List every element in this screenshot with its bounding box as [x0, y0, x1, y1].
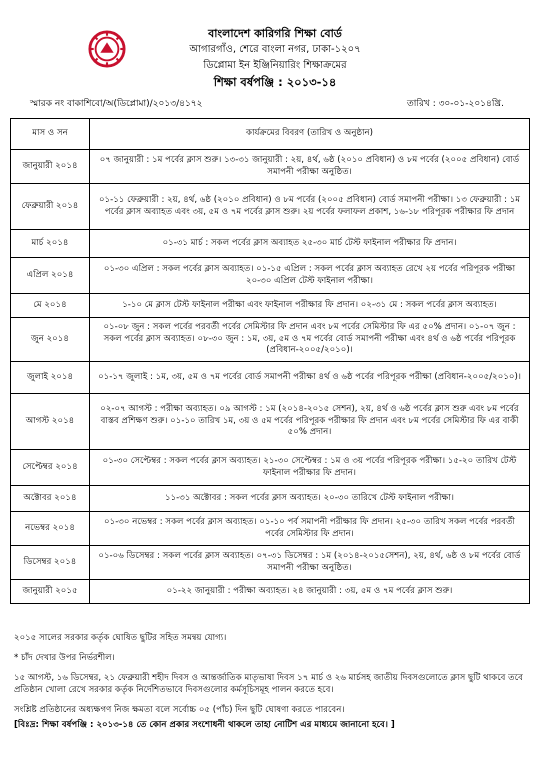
- col-desc-header: কার্যক্রমের বিবরণ (তারিখ ও অনুষ্ঠান): [90, 119, 530, 150]
- notes-section: [14, 632, 530, 739]
- row-desc: ১-১০ মে ক্লাস টেস্ট ফাইনাল পরীক্ষা এবং ফাইনাল পরীক্ষার ফি প্রদান। ০২-৩১ মে : সকল পর্বের ক্লাস অব্যাহত।: [90, 294, 530, 318]
- table-row: [11, 318, 530, 362]
- document-header: [0, 0, 540, 110]
- row-desc: ০১-৩০ সেপ্টেম্বর : সকল পর্বের ক্লাস অব্যাহত। ২১-৩০ সেপ্টেম্বর : ১ম ও ৩য় পর্বের পরিপূরক পরীক্ষা। ১৫-২০ তারিখ টেস্ট ফাইনাল পরীক্ষার ফি প্রদান।: [90, 450, 530, 486]
- table-row: [11, 546, 530, 580]
- row-month: জুলাই ২০১৪: [11, 362, 90, 394]
- row-month: অক্টোবর ২০১৪: [11, 486, 90, 512]
- row-month: মে ২০১৪: [11, 294, 90, 318]
- table-row: [11, 486, 530, 512]
- row-month: আগস্ট ২০১৪: [11, 394, 90, 450]
- note-moon-sighting: * চাঁদ দেখার উপর নির্ভরশীল।: [14, 653, 115, 663]
- row-desc: ০৭ জানুয়ারী : ১ম পর্বের ক্লাস শুরু। ১৩-৩১ জানুয়ারী : ২য়, ৪র্থ, ৬ষ্ঠ (২০১০ প্রবিধান) ও ৮ম পর্বের (২০০৫ প্রবিধান) বোর্ড সমাপনী পরীক্ষা অনুষ্ঠিত।: [90, 150, 530, 184]
- row-desc: ০১-৩০ নভেম্বর : সকল পর্বের ক্লাস অব্যাহত। ০১-১০ পর্ব সমাপনী পরীক্ষার ফি প্রদান। ২৫-৩০ তারিখ সকল পর্বের পরবর্তী পর্বের সেমিস্টার ফি প্রদান।: [90, 512, 530, 546]
- table-row: [11, 512, 530, 546]
- row-month: নভেম্বর ২০১৪: [11, 512, 90, 546]
- table-row: [11, 394, 530, 450]
- row-desc: ০১-০৮ জুন : সকল পর্বের পরবর্তী পর্বের সেমিস্টার ফি প্রদান এবং ৮ম পর্বের সেমিস্টার ফি এর ৫০% প্রদান। ০১-০৭ জুন : সকল পর্বের ক্লাস অব্যাহত। ০৮-৩০ জুন : ১ম, ৩য়, ৫ম ও ৭ম পর্বের বোর্ড সমাপনী পরীক্ষা এবং ৪র্থ ও ৬ষ্ঠ পর্বের পরিপূরক (প্রবিধান-২০০৫/২০১০)।: [90, 318, 530, 362]
- table-row: [11, 230, 530, 258]
- row-month: সেপ্টেম্বর ২০১৪: [11, 450, 90, 486]
- table-header-row: [11, 119, 530, 150]
- table-row: [11, 362, 530, 394]
- row-month: জানুয়ারী ২০১৪: [11, 150, 90, 184]
- table-row: [11, 184, 530, 230]
- row-desc: ০১-২২ জানুয়ারী : পরীক্ষা অব্যাহত। ২৪ জানুয়ারী : ৩য়, ৫ম ও ৭ম পর্বের ক্লাস শুরু।: [90, 580, 530, 604]
- note-amendment: [বিঃদ্র: শিক্ষা বর্ষপঞ্জি : ২০১৩-১৪ তে কোন প্রকার সংশোধনী থাকলে তাহা নোটিশ এর মাধ্যমে জানানো হবে। ]: [14, 720, 395, 730]
- row-desc: ০১-১৭ জুলাই : ১ম, ৩য়, ৫ম ও ৭ম পর্বের বোর্ড সমাপনী পরীক্ষা ৪র্থ ও ৬ষ্ঠ পর্বের পরিপূরক পরীক্ষা (প্রবিধান-২০০৫/২০১০)।: [90, 362, 530, 394]
- note-principal-leave: সংশ্লিষ্ট প্রতিষ্ঠানের অধ্যক্ষগণ নিজ ক্ষমতা বলে সর্বোচ্চ ০৫ (পাঁচ) দিন ছুটি ঘোষণা করতে পারবেন।: [14, 705, 345, 715]
- row-month: জানুয়ারী ২০১৫: [11, 580, 90, 604]
- row-month: ফেব্রুয়ারী ২০১৪: [11, 184, 90, 230]
- table-row: [11, 294, 530, 318]
- row-desc: ০১-০৬ ডিসেম্বর : সকল পর্বের ক্লাস অব্যাহত। ০৭-৩১ ডিসেম্বর : ১ম (২০১৪-২০১৫সেশন), ২য়, ৪র্থ, ৬ষ্ঠ ও ৮ম পর্বের বোর্ড সমাপনী পরীক্ষা অনুষ্ঠিত।: [90, 546, 530, 580]
- org-name: বাংলাদেশ কারিগরি শিক্ষা বোর্ড: [208, 27, 342, 40]
- row-desc: ০১-৩১ মার্চ : সকল পর্বের ক্লাস অব্যাহত ২৫-৩০ মার্চ টেস্ট ফাইনাল পরীক্ষার ফি প্রদান।: [90, 230, 530, 258]
- row-month: জুন ২০১৪: [11, 318, 90, 362]
- table-row: [11, 580, 530, 604]
- memo-number: স্মারক নং বাকাশিবো/অ(ডিপ্লোমা)/২০১৩/৪১৭২: [30, 99, 203, 109]
- org-address: আগারগাঁও, শেরে বাংলা নগর, ঢাকা-১২০৭: [189, 44, 361, 55]
- note-national-days: ১৫ আগস্ট, ১৬ ডিসেম্বর, ২১ ফেব্রুয়ারী শহীদ দিবস ও আন্তর্জাতিক মাতৃভাষা দিবস ১৭ মার্চ ও ২৬ মার্চসহ জাতীয় দিবসগুলোতে ক্লাস ছুটি থাকবে তবে প্রতিষ্ঠান খোলা রেখে সরকার কর্তৃক নির্দেশিতভাবে দিবসগুলোর কর্মসূচিসমূহ পালন করতে হবে।: [14, 673, 523, 695]
- row-desc: ০১-৩০ এপ্রিল : সকল পর্বের ক্লাস অব্যাহত। ০১-১৫ এপ্রিল : সকল পর্বের ক্লাস অব্যাহত রেখে ২য় পর্বের পরিপূরক পরীক্ষা ২০-৩০ এপ্রিল টেস্ট ফাইনাল পরীক্ষা।: [90, 258, 530, 294]
- memo-date: তারিখ : ৩০-০১-২০১৪খ্রি.: [407, 99, 504, 109]
- row-month: ডিসেম্বর ২০১৪: [11, 546, 90, 580]
- row-month: এপ্রিল ২০১৪: [11, 258, 90, 294]
- table-row: [11, 150, 530, 184]
- calendar-title: শিক্ষা বর্ষপঞ্জি : ২০১৩-১৪: [213, 75, 337, 89]
- program-name: ডিপ্লোমা ইন ইঞ্জিনিয়ারিং শিক্ষাক্রমের: [203, 60, 347, 71]
- col-month-header: মাস ও সন: [11, 119, 90, 150]
- board-logo-icon: [88, 30, 126, 68]
- calendar-table: [10, 118, 530, 604]
- table-row: [11, 258, 530, 294]
- note-holiday-sync: ২০১৫ সালের সরকার কর্তৃক ঘোষিত ছুটির সহিত সমন্বয় যোগ্য।: [14, 633, 227, 643]
- row-desc: ০১-১১ ফেব্রুয়ারী : ২য়, ৪র্থ, ৬ষ্ঠ (২০১০ প্রবিধান) ও ৮ম পর্বের (২০০৫ প্রবিধান) বোর্ড সমাপনী পরীক্ষা। ১৩ ফেব্রুয়ারী : ১ম পর্বের ক্লাস অব্যাহত এবং ৩য়, ৫ম ও ৭ম পর্বের ক্লাস শুরু। ২য় পর্বের ফলাফল প্রকাশ, ১৬-১৮ পরিপূরক পরীক্ষার ফি প্রদান: [90, 184, 530, 230]
- row-desc: ০২-০৭ আগস্ট : পরীক্ষা অব্যাহত। ০৯ আগস্ট : ১ম (২০১৪-২০১৫ সেশন), ২য়, ৪র্থ ও ৬ষ্ঠ পর্বের ক্লাস শুরু এবং ৮ম পর্বের বাস্তব প্রশিক্ষণ শুরু। ০১-১০ তারিখ ১ম, ৩য় ও ৫ম পর্বের পরিপূরক পরীক্ষার ফি প্রদান এবং ৮ম পর্বের সেমিস্টার ফি এর বাকী ৫০% প্রদান।: [90, 394, 530, 450]
- row-desc: ১১-৩১ অক্টোবর : সকল পর্বের ক্লাস অব্যাহত। ২০-৩০ তারিখে টেস্ট ফাইনাল পরীক্ষা।: [90, 486, 530, 512]
- row-month: মার্চ ২০১৪: [11, 230, 90, 258]
- table-row: [11, 450, 530, 486]
